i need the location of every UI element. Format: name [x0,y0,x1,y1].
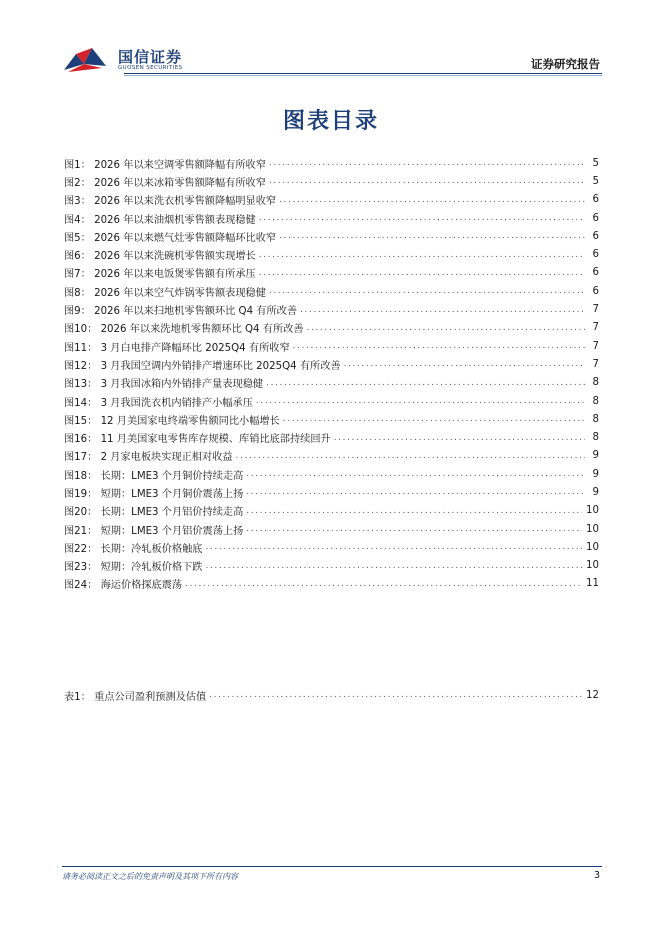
figure-toc-entry[interactable] [64,355,599,373]
footer-divider [62,866,602,867]
dot-leader [259,268,585,278]
figure-toc-entry[interactable] [64,209,599,227]
toc-entry-page: 8 [592,432,599,444]
toc-entry-label: 图16： 11 月美国家电零售库存规模、库销比底部持续回升 [64,434,331,446]
toc-entry-page: 7 [592,304,599,316]
toc-entry-page: 6 [592,194,599,206]
toc-entry-page: 7 [592,322,599,334]
figure-toc-entry[interactable] [64,410,599,428]
toc-entry-page: 5 [592,175,599,187]
dot-leader [209,690,582,700]
dot-leader [185,579,582,589]
dot-leader [269,158,585,168]
toc-entry-page: 10 [586,560,599,572]
toc-entry-page: 9 [592,486,599,498]
toc-entry-page: 9 [592,450,599,462]
table-toc-entry[interactable] [64,686,599,704]
toc-entry-label: 图15： 12 月美国家电终端零售额同比小幅增长 [64,415,280,427]
toc-entry-label: 图5： 2026 年以来燃气灶零售额降幅环比收窄 [64,232,277,244]
toc-entry-page: 9 [592,468,599,480]
toc-entry-label: 图2： 2026 年以来冰箱零售额降幅有所收窄 [64,177,266,189]
dot-leader [236,451,585,461]
figure-toc-entry[interactable] [64,447,599,465]
toc-entry-label: 图18： 长期：LME3 个月铜价持续走高 [64,470,244,482]
dot-leader [307,323,585,333]
table-toc-list [64,686,599,704]
figure-toc-entry[interactable] [64,557,599,575]
toc-entry-label: 图3： 2026 年以来洗衣机零售额降幅明显收窄 [64,196,277,208]
figure-toc-entry[interactable] [64,428,599,446]
toc-entry-label: 表1： 重点公司盈利预测及估值 [64,691,207,703]
toc-entry-label: 图12： 3 月我国空调内外销排产增速环比 2025Q4 有所改善 [64,360,341,372]
figure-toc-entry[interactable] [64,245,599,263]
figure-toc-entry[interactable] [64,172,599,190]
toc-entry-page: 5 [592,157,599,169]
toc-entry-label: 图10： 2026 年以来洗地机零售额环比 Q4 有所改善 [64,324,304,336]
toc-entry-label: 图11： 3 月白电排产降幅环比 2025Q4 有所收窄 [64,342,290,354]
dot-leader [246,506,582,516]
dot-leader [266,378,585,388]
toc-entry-page: 6 [592,212,599,224]
toc-entry-page: 6 [592,285,599,297]
toc-entry-label: 图4： 2026 年以来油烟机零售额表现稳健 [64,214,256,226]
toc-entry-label: 图13： 3 月我国冰箱内外销排产量表现稳健 [64,379,264,391]
toc-entry-label: 图1： 2026 年以来空调零售额降幅有所收窄 [64,159,266,171]
toc-entry-page: 8 [592,377,599,389]
toc-entry-page: 8 [592,413,599,425]
figure-toc-entry[interactable] [64,154,599,172]
toc-entry-page: 6 [592,267,599,279]
dot-leader [259,250,585,260]
disclaimer-text: 请务必阅读正文之后的免责声明及其项下所有内容 [62,872,238,881]
dot-leader [246,524,582,534]
toc-entry-page: 7 [592,340,599,352]
page-number: 3 [593,870,600,881]
guosen-logo [62,44,192,76]
figure-toc-list [64,154,599,593]
toc-entry-label: 图8： 2026 年以来空气炸锅零售额表现稳健 [64,287,266,299]
dot-leader [293,341,585,351]
figure-toc-entry[interactable] [64,337,599,355]
toc-entry-label: 图6： 2026 年以来洗碗机零售额实现增长 [64,251,256,263]
dot-leader [269,176,585,186]
figure-toc-entry[interactable] [64,538,599,556]
toc-entry-page: 7 [592,358,599,370]
figure-toc-entry[interactable] [64,520,599,538]
header-divider [124,73,602,74]
figure-toc-entry[interactable] [64,575,599,593]
figure-toc-entry[interactable] [64,282,599,300]
toc-entry-label: 图21： 短期：LME3 个月铝价震荡上扬 [64,525,244,537]
toc-entry-label: 图7： 2026 年以来电饭煲零售额有所承压 [64,269,256,281]
figure-toc-entry[interactable] [64,319,599,337]
dot-leader [256,396,585,406]
toc-entry-label: 图20： 长期：LME3 个月铝价持续走高 [64,507,244,519]
toc-entry-page: 10 [586,523,599,535]
toc-entry-label: 图23： 短期：冷轧板价格下跌 [64,562,203,574]
toc-entry-label: 图17： 2 月家电板块实现正相对收益 [64,452,233,464]
toc-entry-page: 10 [586,541,599,553]
toc-entry-page: 10 [586,505,599,517]
toc-entry-label: 图9： 2026 年以来扫地机零售额环比 Q4 有所改善 [64,306,298,318]
logo-text-cn: 国信证券 [118,48,183,66]
dot-leader [246,487,585,497]
figure-toc-entry[interactable] [64,191,599,209]
dot-leader [300,305,585,315]
figure-toc-entry[interactable] [64,374,599,392]
figure-toc-entry[interactable] [64,465,599,483]
dot-leader [279,231,585,241]
page-header [62,44,602,76]
header-divider-thin [124,75,602,76]
toc-entry-label: 图24： 海运价格探底震荡 [64,580,183,592]
figure-toc-entry[interactable] [64,227,599,245]
logo-text-en: GUOSEN SECURITIES [118,65,183,71]
dot-leader [246,469,585,479]
dot-leader [279,195,585,205]
dot-leader [344,359,585,369]
dot-leader [283,414,585,424]
toc-entry-page: 6 [592,249,599,261]
figure-toc-entry[interactable] [64,483,599,501]
toc-entry-label: 图19： 短期：LME3 个月铜价震荡上扬 [64,488,244,500]
dot-leader [205,542,582,552]
report-type-label: 证券研究报告 [531,57,600,71]
toc-entry-page: 8 [592,395,599,407]
toc-entry-page: 12 [586,689,599,701]
page-title: 图表目录 [282,109,379,134]
dot-leader [205,561,582,571]
figure-toc-entry[interactable] [64,392,599,410]
dot-leader [269,286,585,296]
figure-toc-entry[interactable] [64,300,599,318]
figure-toc-entry[interactable] [64,264,599,282]
guosen-logo-icon [62,46,108,74]
toc-entry-label: 图14： 3 月我国洗衣机内销排产小幅承压 [64,397,253,409]
figure-toc-entry[interactable] [64,502,599,520]
toc-entry-label: 图22： 长期：冷轧板价格触底 [64,543,203,555]
toc-entry-page: 11 [586,578,599,590]
dot-leader [334,433,585,443]
dot-leader [259,213,585,223]
toc-entry-page: 6 [592,230,599,242]
